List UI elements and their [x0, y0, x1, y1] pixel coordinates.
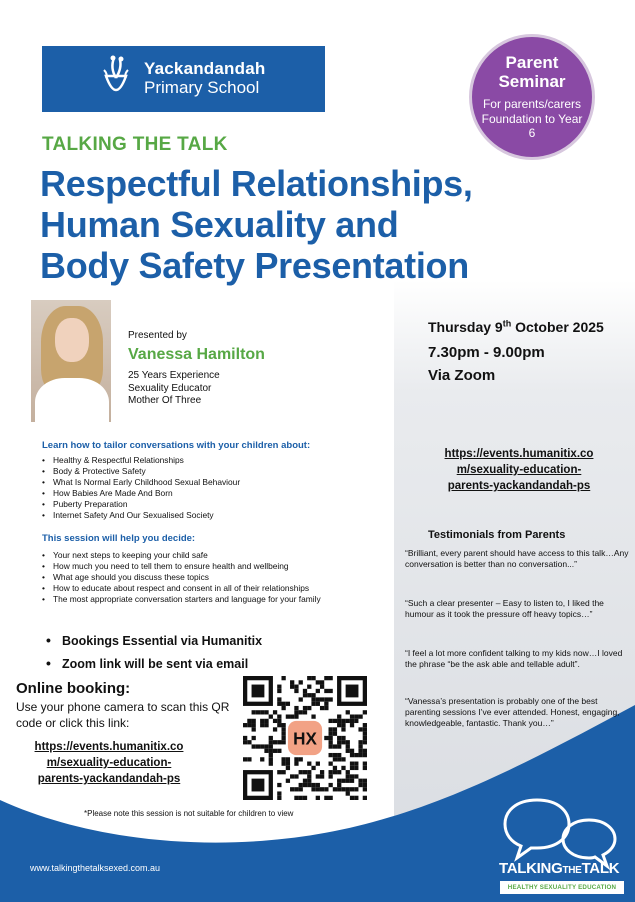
presenter-photo [31, 300, 111, 422]
credential-item: Mother Of Three [128, 395, 202, 406]
online-booking-heading: Online booking: [16, 680, 131, 697]
link-line: m/sexuality-education- [456, 464, 582, 477]
badge-audience: For parents/carers Foundation to Year 6 [481, 97, 583, 141]
series-kicker: TALKING THE TALK [42, 134, 228, 155]
list-item: • Your next steps to keeping your child safe [42, 550, 321, 561]
booking-note: • Bookings Essential via Humanitix [46, 629, 262, 652]
footer-website-link[interactable]: www.talkingthetalksexed.com.au [30, 863, 161, 873]
school-name-line2: Primary School [144, 78, 260, 97]
event-date-day: Thursday 9 [428, 319, 503, 335]
booking-notes [46, 629, 262, 675]
learn-list [42, 455, 240, 522]
list-item: • Internet Safety And Our Sexualised Society [42, 510, 240, 521]
booking-link-left[interactable] [14, 740, 204, 788]
event-date-suffix: th [502, 318, 512, 329]
title-line1: Respectful Relationships, [40, 163, 473, 204]
qr-center-text: HX [293, 729, 317, 749]
logo-word: THE [562, 865, 582, 876]
presented-by-label: Presented by [128, 330, 187, 341]
testimonials-heading: Testimonials from Parents [428, 529, 566, 541]
booking-link-right[interactable] [410, 446, 628, 494]
testimonial-quote: “Brilliant, every parent should have access to this talk…Any conversation is better than no conversation...” [405, 548, 629, 570]
list-item: • Puberty Preparation [42, 499, 240, 510]
page-title [40, 163, 630, 286]
list-item: • How Babies Are Made And Born [42, 488, 240, 499]
talking-the-talk-logo [499, 860, 619, 877]
list-item: • The most appropriate conversation starters and language for your family [42, 594, 321, 605]
badge-line1: Parent [505, 53, 559, 72]
school-name [144, 60, 265, 97]
speech-bubbles-icon [497, 792, 627, 892]
title-line3: Body Safety Presentation [40, 245, 469, 287]
decide-heading: This session will help you decide: [42, 533, 196, 544]
school-name-line1: Yackandandah [144, 59, 266, 79]
link-line: parents-yackandandah-ps [37, 772, 181, 785]
list-item: • Body & Protective Safety [42, 466, 240, 477]
school-logo [42, 46, 325, 112]
event-date [428, 318, 608, 336]
event-date-rest: October 2025 [511, 319, 604, 335]
list-item: • What Is Normal Early Childhood Sexual Behaviour [42, 477, 240, 488]
list-item: • How much you need to tell them to ensure health and wellbeing [42, 561, 321, 572]
logo-word: TALK [581, 860, 620, 877]
presenter-name: Vanessa Hamilton [128, 346, 265, 363]
suitability-note: *Please note this session is not suitable for children to view [84, 809, 294, 818]
school-crest-icon [100, 54, 132, 104]
credential-item: Sexuality Educator [128, 382, 212, 394]
list-item: • Healthy & Respectful Relationships [42, 455, 240, 466]
decide-list [42, 550, 321, 605]
booking-note: • Zoom link will be sent via email [46, 652, 262, 675]
title-line2: Human Sexuality and [40, 204, 399, 246]
logo-word: TALKING [499, 860, 563, 877]
testimonial-quote: “Vanessa’s presentation is probably one of the best parenting sessions I’ve ever attended. Honest, engaging, knowledgeable, fantastic. Thank you…” [405, 696, 620, 729]
testimonial-quote: “Such a clear presenter – Easy to listen to, I liked the humour as it took the pressure off heavy topics…” [405, 598, 604, 620]
link-line: https://events.humanitix.co [444, 448, 594, 460]
testimonial-quote: “I feel a lot more confident talking to my kids now…I loved the phrase “be the ask able and tellable adult”. [405, 648, 623, 670]
credential-item: 25 Years Experience [128, 370, 220, 381]
list-item: • How to educate about respect and consent in all of their relationships [42, 583, 321, 594]
booking-qr-code[interactable] [243, 676, 367, 800]
logo-tagline: HEALTHY SEXUALITY EDUCATION [500, 881, 624, 894]
event-details [428, 318, 608, 384]
parent-seminar-badge [469, 34, 595, 160]
presenter-credentials [128, 370, 220, 408]
learn-heading: Learn how to tailor conversations with your children about: [42, 440, 311, 451]
online-booking-text: Use your phone camera to scan this QR code or click this link: [16, 700, 230, 730]
list-item: • What age should you discuss these topics [42, 572, 321, 583]
link-line: m/sexuality-education- [46, 756, 172, 769]
event-location: Via Zoom [428, 367, 496, 385]
link-line: parents-yackandandah-ps [447, 480, 591, 493]
event-time: 7.30pm - 9.00pm [428, 344, 545, 362]
link-line: https://events.humanitix.co [34, 741, 184, 753]
badge-line2: Seminar [498, 71, 566, 91]
